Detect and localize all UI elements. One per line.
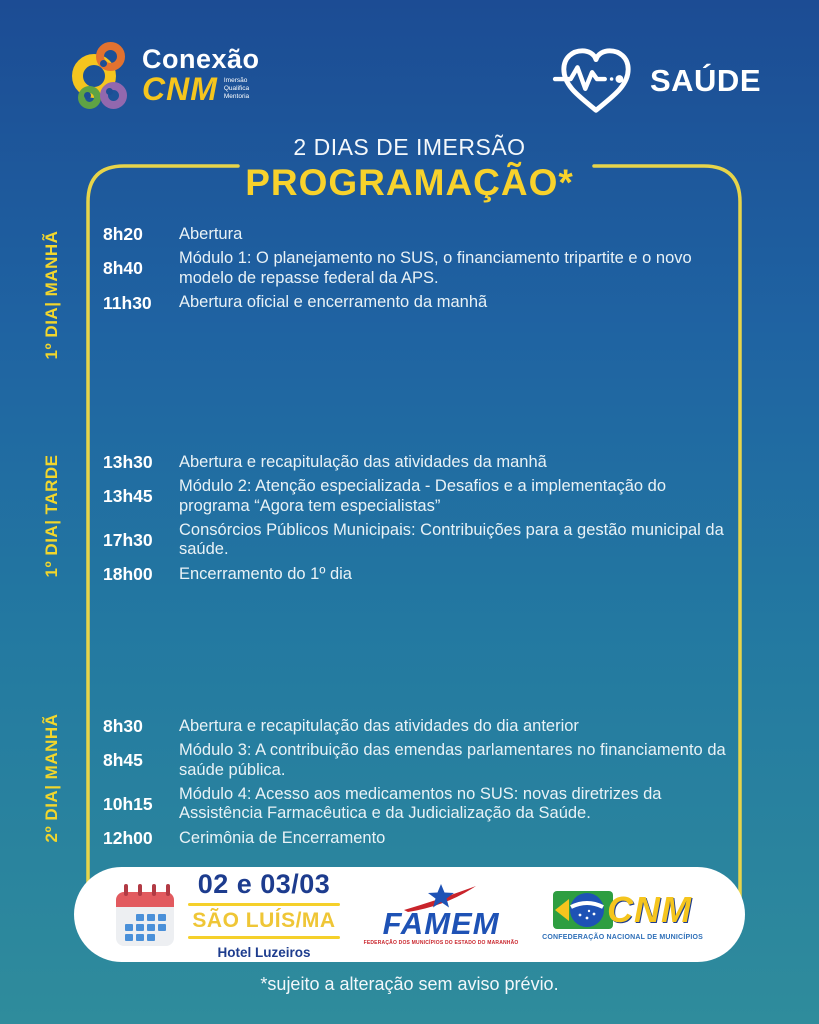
schedule-day1-morning	[103, 224, 745, 318]
schedule-row	[103, 477, 745, 517]
activity-description: Cerimônia de Encerramento	[179, 828, 386, 847]
schedule-row	[103, 224, 745, 245]
schedule-row	[103, 828, 745, 849]
activity-description: Módulo 3: A contribuição das emendas parlamentares no financiamento da saúde pública.	[179, 741, 726, 779]
section-label-day1-morning: 1º DIA| MANHÃ	[42, 230, 61, 360]
cnm-wordmark: CNM	[607, 888, 693, 930]
event-date: 02 e 03/03	[197, 869, 331, 899]
cnm-tagline: CONFEDERAÇÃO NACIONAL DE MUNICÍPIOS	[542, 933, 703, 941]
schedule-row	[103, 452, 745, 473]
activity-description: Abertura e recapitulação das atividades da manhã	[179, 452, 547, 471]
page-title: PROGRAMAÇÃO*	[245, 162, 574, 203]
famem-logo	[364, 884, 519, 946]
time-label: 18h00	[103, 564, 153, 585]
section-label-day2-morning: 2º DIA| MANHÃ	[42, 713, 61, 843]
schedule-row	[103, 741, 745, 781]
activity-description: Módulo 1: O planejamento no SUS, o financiamento tripartite e o novo modelo de repasse federal da APS.	[179, 249, 692, 287]
activity-description: Módulo 4: Acesso aos medicamentos no SUS: novas diretrizes da Assistência Farmacêutica e da Judicialização da Saúde.	[179, 784, 662, 823]
divider	[188, 936, 340, 939]
schedule-row	[103, 249, 745, 289]
saude-label: SAÚDE	[649, 63, 761, 98]
activity-description: Abertura e recapitulação das atividades do dia anterior	[179, 716, 579, 735]
activity-description: Módulo 2: Atenção especializada - Desafios e a implementação do programa “Agora tem especialistas”	[179, 477, 667, 515]
schedule-row	[103, 521, 745, 561]
title-subtitle: 2 DIAS DE IMERSÃO	[293, 134, 526, 160]
famem-tagline: FEDERAÇÃO DOS MUNICÍPIOS DO ESTADO DO MARANHÃO	[363, 939, 519, 946]
time-label: 12h00	[103, 828, 153, 849]
time-label: 8h20	[103, 224, 143, 244]
schedule-row	[103, 716, 745, 737]
schedule-row	[103, 564, 745, 585]
activity-description: Abertura oficial e encerramento da manhã	[179, 293, 488, 312]
schedule-day1-afternoon	[103, 452, 745, 589]
divider	[188, 903, 340, 906]
schedule-day2-morning	[103, 716, 745, 853]
event-city: SÃO LUÍS/MA	[192, 909, 336, 932]
activity-description: Encerramento do 1º dia	[179, 564, 352, 583]
time-label: 8h40	[103, 258, 143, 279]
time-label: 13h30	[103, 452, 153, 472]
time-label: 8h30	[103, 716, 143, 736]
time-label: 13h45	[103, 486, 153, 507]
time-label: 17h30	[103, 529, 153, 550]
event-info-bar	[74, 867, 745, 962]
section-label-day1-afternoon: 1º DIA| TARDE	[42, 454, 61, 578]
event-venue: Hotel Luzeiros	[217, 945, 311, 960]
activity-description: Abertura	[179, 224, 243, 243]
logo-word-cnm: CNM	[142, 70, 218, 107]
time-label: 11h30	[103, 292, 152, 313]
logo-word-conexao: Conexão	[142, 43, 260, 74]
calendar-icon	[116, 884, 174, 946]
famem-wordmark: FAMEM	[382, 905, 500, 941]
time-label: 8h45	[103, 750, 143, 771]
logo-tagline: Imersão Qualifica Mentoria	[223, 77, 250, 101]
time-label: 10h15	[103, 793, 153, 814]
cnm-logo	[542, 889, 703, 941]
disclaimer-text: *sujeito a alteração sem aviso prévio.	[260, 974, 559, 994]
activity-description: Consórcios Públicos Municipais: Contribuições para a gestão municipal da saúde.	[179, 520, 724, 559]
date-location-block	[116, 869, 340, 960]
schedule-row	[103, 293, 745, 314]
schedule-row	[103, 785, 745, 825]
